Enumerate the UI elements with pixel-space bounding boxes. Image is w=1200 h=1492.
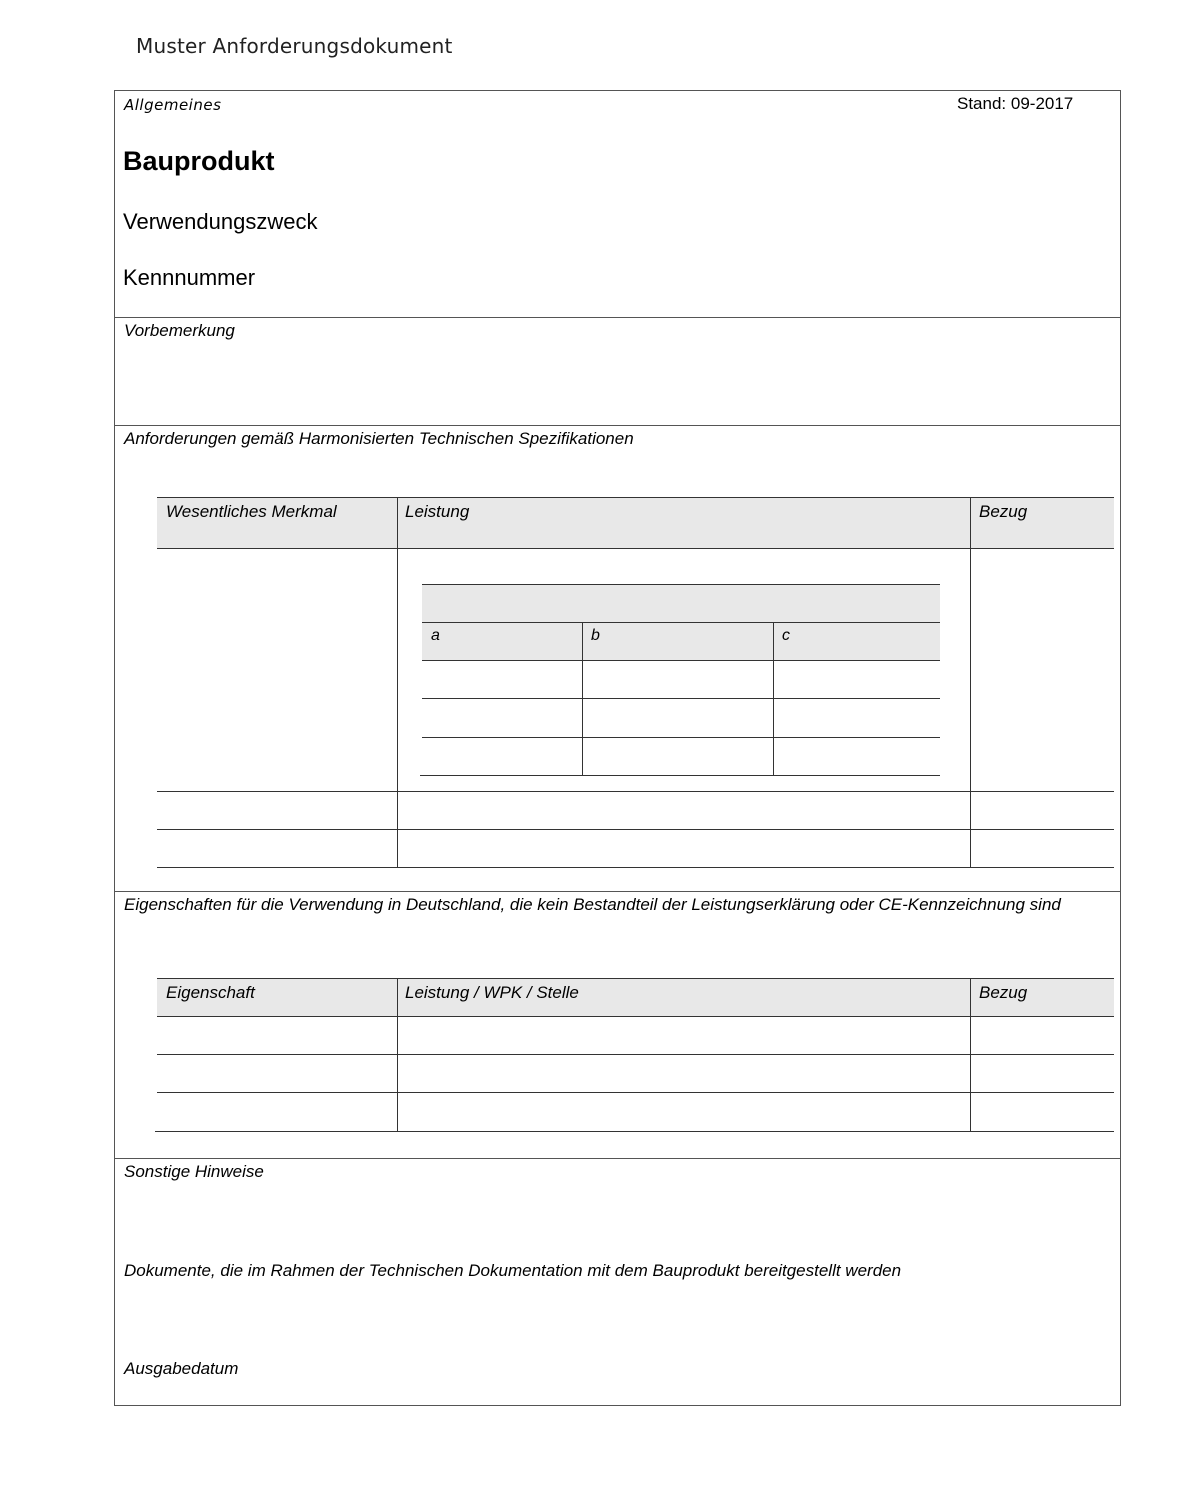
documents-label: Dokumente, die im Rahmen der Technischen Dokumentation mit dem Bauprodukt bereitgestellt werden bbox=[124, 1261, 902, 1280]
inner-table-column-rule bbox=[582, 622, 583, 775]
inner-table-rule bbox=[422, 584, 940, 585]
inner-table-rule bbox=[422, 622, 940, 623]
id-number-label: Kennnummer bbox=[123, 265, 256, 290]
product-heading: Bauprodukt bbox=[123, 146, 275, 176]
table-header-cell: Wesentliches Merkmal bbox=[166, 502, 337, 521]
harmonized-label: Anforderungen gemäß Harmonisierten Technischen Spezifikationen bbox=[124, 429, 634, 448]
inner-table-rule bbox=[422, 660, 940, 661]
table-column-rule bbox=[397, 497, 398, 867]
section-general-label: Allgemeines bbox=[124, 96, 222, 114]
inner-header-cell: c bbox=[782, 627, 790, 644]
preliminary-label: Vorbemerkung bbox=[124, 321, 235, 340]
table-column-rule bbox=[397, 978, 398, 1131]
inner-table-rule bbox=[422, 737, 940, 738]
document-title: Muster Anforderungsdokument bbox=[136, 34, 453, 58]
inner-header-cell: a bbox=[431, 627, 440, 644]
stand-date: Stand: 09-2017 bbox=[957, 94, 1074, 113]
table-header-cell: Bezug bbox=[979, 983, 1028, 1002]
table-rule bbox=[155, 1131, 1114, 1132]
notes-label: Sonstige Hinweise bbox=[124, 1162, 264, 1181]
table-header-cell: Leistung / WPK / Stelle bbox=[405, 983, 579, 1002]
section-divider bbox=[114, 1158, 1121, 1159]
issue-date-label: Ausgabedatum bbox=[124, 1359, 239, 1378]
section-divider bbox=[114, 317, 1121, 318]
table-header-cell: Eigenschaft bbox=[166, 983, 255, 1002]
section-divider bbox=[114, 891, 1121, 892]
inner-table-rule bbox=[420, 775, 940, 776]
table-rule bbox=[157, 867, 1114, 868]
purpose-label: Verwendungszweck bbox=[123, 209, 318, 234]
inner-table-column-rule bbox=[773, 622, 774, 775]
germany-label: Eigenschaften für die Verwendung in Deutschland, die kein Bestandteil der Leistungserklärung oder CE-Kennzeichnung sind bbox=[124, 895, 1061, 914]
table-column-rule bbox=[970, 978, 971, 1131]
table-header-cell: Leistung bbox=[405, 502, 470, 521]
section-divider bbox=[114, 425, 1121, 426]
inner-table-rule bbox=[422, 698, 940, 699]
inner-header-cell: b bbox=[591, 627, 600, 644]
table-header-cell: Bezug bbox=[979, 502, 1028, 521]
table-column-rule bbox=[970, 497, 971, 867]
